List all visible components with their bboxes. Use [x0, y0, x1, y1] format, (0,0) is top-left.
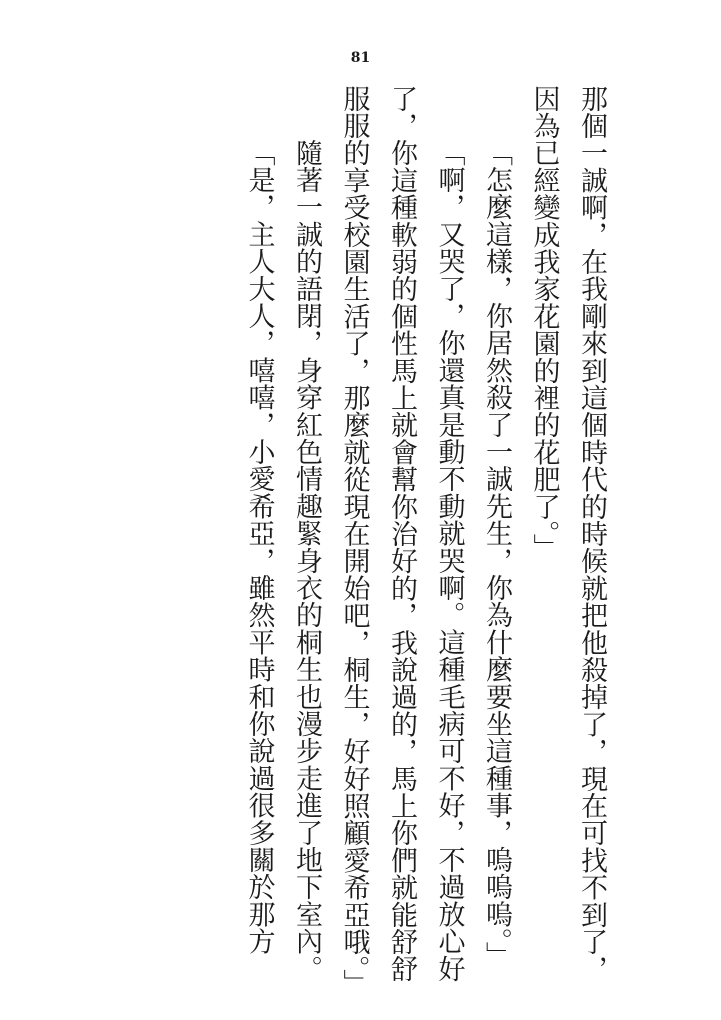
- paragraph-4: 隨著一誠的語閉，身穿紅色情趣緊身衣的桐生也漫步走進了地下室內。: [292, 139, 322, 983]
- paragraph-3: 「啊，又哭了，你還真是動不動就哭啊。這種毛病可不好，不過放心好了，你這種軟弱的個性馬上就會幫你治好的，我說過的，馬上你們就能舒舒服服的享受校園生活了，那麼就從現在開始吧，桐生，好好照顧愛希亞哦。」: [339, 85, 465, 997]
- vertical-text-block: [235, 85, 615, 997]
- page-number: 81: [350, 50, 371, 66]
- paragraph-1: 那個一誠啊，在我剛來到這個時代的時候就把他殺掉了，現在可找不到了，因為已經變成我家花園的裡的花肥了。」: [529, 85, 607, 983]
- paragraph-2: 「怎麼這樣，你居然殺了一誠先生，你為什麼要坐這種事，嗚嗚嗚。」: [482, 139, 512, 969]
- paragraph-5: 「是，主人大人，嘻嘻，小愛希亞，雖然平時和你說過很多關於那方: [244, 139, 275, 955]
